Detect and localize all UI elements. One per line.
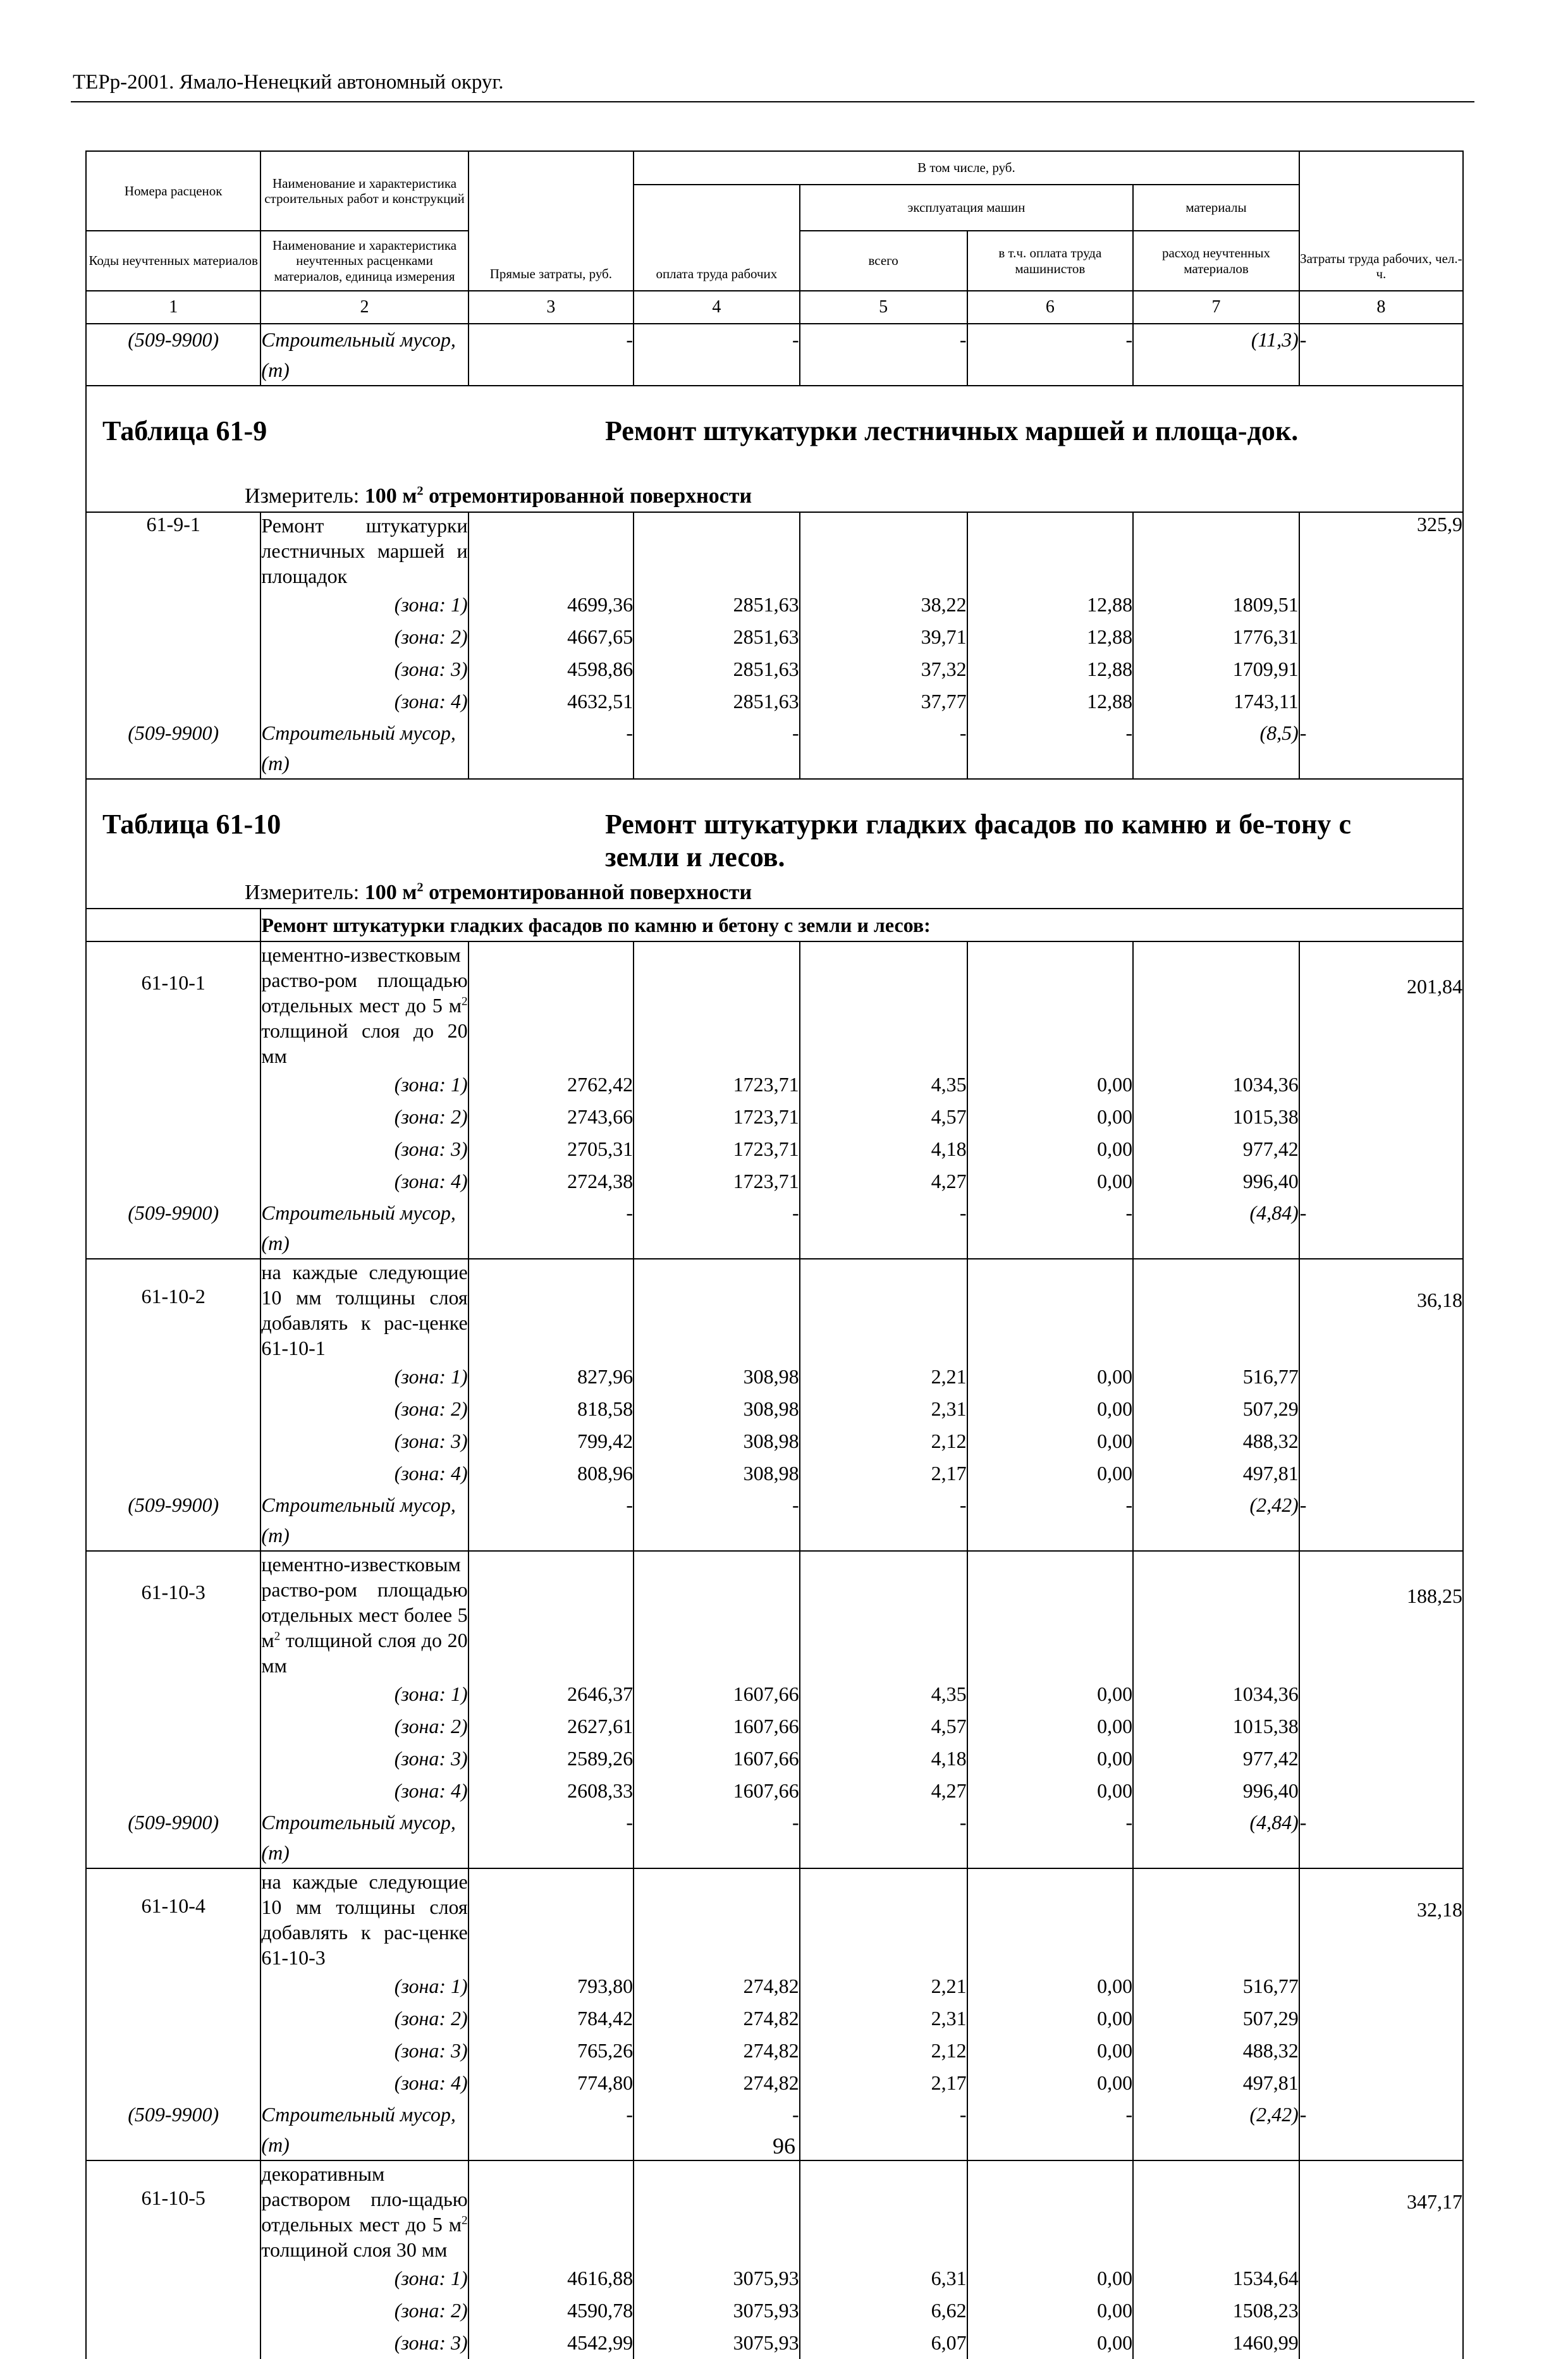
zone-row [86,621,1463,653]
col1-header: Номера расценок [86,151,260,231]
zone-row [86,1678,1463,1710]
machines-total: 2,31 [800,1393,967,1425]
debris-dash: - [800,1198,967,1259]
zone-label: (зона: 1) [260,1678,468,1710]
table-unit: Измеритель: 100 $м^2$ отремонтированной поверхности [245,880,752,904]
direct-costs: 827,96 [469,1361,634,1393]
materials-header: материалы [1133,185,1299,231]
debris-dash: - [469,1198,634,1259]
zone-row [86,2327,1463,2359]
zone-label: (зона: 1) [260,589,468,621]
machinist-pay: 0,00 [967,2035,1134,2067]
table-title: Ремонт штукатурки лестничных маршей и площа-док. [605,415,1299,446]
worker-pay: 2851,63 [634,621,800,653]
table-heading-61-9 [86,386,1463,512]
zone-label: (зона: 3) [260,2035,468,2067]
machinist-pay: 0,00 [967,2262,1134,2295]
materials-value: 497,81 [1133,2067,1299,2099]
machines-total: 6,62 [800,2295,967,2327]
direct-costs: 4616,88 [469,2262,634,2295]
rate-code: 61-10-3 [86,1551,260,1678]
zone-row [86,1101,1463,1133]
machines-total: 4,18 [800,1133,967,1165]
machines-total: 37,32 [800,653,967,685]
direct-costs: 765,26 [469,2035,634,2067]
debris-value: (2,42) [1133,1490,1299,1551]
debris-dash: - [1299,1490,1463,1551]
debris-dash: - [634,1490,800,1551]
debris-dash: - [800,718,967,779]
group-header: В том числе, руб. [634,151,1299,185]
zone-label: (зона: 1) [260,1970,468,2002]
machines-total: 38,22 [800,589,967,621]
machinist-pay: 0,00 [967,1069,1134,1101]
debris-code: (509-9900) [86,2099,260,2160]
materials-value: 1034,36 [1133,1069,1299,1101]
machines-total: 2,17 [800,2067,967,2099]
direct-costs: 2646,37 [469,1678,634,1710]
rate-name: декоративным раствором пло-щадью отдельных мест до 5 $м^2$ толщиной слоя 30 мм [260,2160,468,2262]
zone-row [86,2295,1463,2327]
debris-dash: - [634,718,800,779]
zone-label: (зона: 2) [260,2002,468,2035]
machinist-pay: 0,00 [967,2002,1134,2035]
rate-row-61-10-1 [86,941,1463,1069]
materials-value: 488,32 [1133,1425,1299,1457]
materials-value: 1508,23 [1133,2295,1299,2327]
debris-dash: - [967,718,1134,779]
zone-row [86,1069,1463,1101]
debris-code: (509-9900) [86,324,260,386]
col-number: 2 [260,291,468,324]
debris-name: Строительный мусор, (т) [260,1807,468,1868]
col-number: 1 [86,291,260,324]
col-number: 4 [634,291,800,324]
worker-pay: 274,82 [634,2035,800,2067]
worker-pay: 308,98 [634,1457,800,1490]
machines-total: 4,27 [800,1165,967,1198]
rate-code: 61-10-2 [86,1259,260,1361]
debris-value: (8,5) [1133,718,1299,779]
zone-label: (зона: 2) [260,621,468,653]
debris-value: (4,84) [1133,1807,1299,1868]
direct-costs: 799,42 [469,1425,634,1457]
machines-total: 2,17 [800,1457,967,1490]
direct-costs: 4667,65 [469,621,634,653]
zone-label: (зона: 1) [260,1069,468,1101]
direct-costs: 808,96 [469,1457,634,1490]
machinist-pay: 12,88 [967,653,1134,685]
debris-dash: - [469,718,634,779]
rate-name: Ремонт штукатурки лестничных маршей и площадок [260,512,468,589]
debris-dash: - [634,1198,800,1259]
machines-total: 2,21 [800,1970,967,2002]
materials-value: 488,32 [1133,2035,1299,2067]
materials-value: 507,29 [1133,2002,1299,2035]
materials-value: 516,77 [1133,1361,1299,1393]
materials-value: 1015,38 [1133,1710,1299,1743]
direct-costs: 4699,36 [469,589,634,621]
materials-value: 507,29 [1133,1393,1299,1425]
col5-header: всего [800,231,967,291]
zone-row [86,2067,1463,2099]
machinist-pay: 0,00 [967,1165,1134,1198]
col2-header: Наименование и характеристика строительных работ и конструкций [260,151,468,231]
zone-row [86,1133,1463,1165]
zone-row [86,1743,1463,1775]
rate-row-61-9-1 [86,512,1463,589]
debris-value: (2,42) [1133,2099,1299,2160]
machinist-pay: 0,00 [967,1743,1134,1775]
debris-code: (509-9900) [86,1198,260,1259]
zone-row [86,589,1463,621]
worker-pay: 1723,71 [634,1133,800,1165]
rate-code: 61-10-1 [86,941,260,1069]
worker-pay: 308,98 [634,1393,800,1425]
col4-header: оплата труда рабочих [634,185,800,291]
debris-dash: - [800,1807,967,1868]
machinist-pay: 0,00 [967,2067,1134,2099]
worker-pay: 308,98 [634,1425,800,1457]
table-title: Ремонт штукатурки гладких фасадов по камню и бе-тону с земли и лесов. [605,809,1351,873]
zone-label: (зона: 4) [260,685,468,718]
rate-row-61-10-3 [86,1551,1463,1678]
zone-label: (зона: 2) [260,1393,468,1425]
zone-row [86,1361,1463,1393]
zone-row [86,1393,1463,1425]
worker-pay: 1607,66 [634,1710,800,1743]
rate-code: 61-10-5 [86,2160,260,2262]
materials-value: 1034,36 [1133,1678,1299,1710]
zone-row [86,1165,1463,1198]
col3-header: Прямые затраты, руб. [469,151,634,291]
debris-code: (509-9900) [86,1490,260,1551]
rate-code: 61-9-1 [86,512,260,589]
col-number: 3 [469,291,634,324]
subheading-row [86,909,1463,941]
direct-costs: 2762,42 [469,1069,634,1101]
machinist-pay: 12,88 [967,685,1134,718]
materials-value: 1809,51 [1133,589,1299,621]
materials-value: 516,77 [1133,1970,1299,2002]
machinist-pay: 0,00 [967,1393,1134,1425]
debris-code: (509-9900) [86,718,260,779]
zone-label: (зона: 3) [260,2327,468,2359]
zone-row [86,685,1463,718]
rate-name: цементно-известковым раство-ром площадью отдельных мест более 5 $м^2$ толщиной слоя до 20 мм [260,1551,468,1678]
machinist-pay: 0,00 [967,1710,1134,1743]
debris-dash: - [967,324,1134,386]
machines-total: 4,57 [800,1101,967,1133]
worker-pay: 3075,93 [634,2295,800,2327]
rate-name: на каждые следующие 10 мм толщины слоя добавлять к рас-ценке 61-10-3 [260,1868,468,1970]
zone-row [86,653,1463,685]
machinist-pay: 0,00 [967,1425,1134,1457]
machines-total: 4,18 [800,1743,967,1775]
zone-label: (зона: 2) [260,2295,468,2327]
debris-value: (4,84) [1133,1198,1299,1259]
zone-row [86,1425,1463,1457]
debris-dash: - [800,1490,967,1551]
debris-dash: - [967,1807,1134,1868]
direct-costs: 2743,66 [469,1101,634,1133]
header-rule [71,101,1474,102]
machines-total: 2,12 [800,2035,967,2067]
zone-label: (зона: 3) [260,1743,468,1775]
zone-label: (зона: 2) [260,1101,468,1133]
col2-subheader: Наименование и характеристика неучтенных расценками материалов, единица измерения [260,231,468,291]
debris-dash: - [967,1198,1134,1259]
worker-pay: 308,98 [634,1361,800,1393]
machines-total: 6,07 [800,2327,967,2359]
rate-row-61-10-2 [86,1259,1463,1361]
materials-value: 1743,11 [1133,685,1299,718]
zone-row [86,2262,1463,2295]
zone-row [86,1457,1463,1490]
zone-row [86,2035,1463,2067]
worker-pay: 3075,93 [634,2262,800,2295]
machinist-pay: 0,00 [967,2327,1134,2359]
materials-value: 1776,31 [1133,621,1299,653]
table-number: Таблица 61-9 [102,415,267,446]
col6-header: в т.ч. оплата труда машинистов [967,231,1134,291]
machines-total: 37,77 [800,685,967,718]
col-number: 7 [1133,291,1299,324]
col-number: 8 [1299,291,1463,324]
direct-costs: 793,80 [469,1970,634,2002]
worker-pay: 2851,63 [634,589,800,621]
machinist-pay: 12,88 [967,589,1134,621]
direct-costs: 2724,38 [469,1165,634,1198]
rate-row-61-10-4 [86,1868,1463,1970]
machines-total: 39,71 [800,621,967,653]
worker-pay: 1607,66 [634,1678,800,1710]
labor-value: 347,17 [1299,2160,1463,2262]
debris-row [86,718,1463,779]
direct-costs: 4632,51 [469,685,634,718]
page-header: ТЕРр-2001. Ямало-Ненецкий автономный округ. [73,71,504,94]
materials-value: 977,42 [1133,1133,1299,1165]
machinist-pay: 0,00 [967,1457,1134,1490]
direct-costs: 4598,86 [469,653,634,685]
materials-value: 1460,99 [1133,2327,1299,2359]
debris-name: Строительный мусор, (т) [260,324,468,386]
debris-dash: - [634,1807,800,1868]
machines-total: 4,35 [800,1069,967,1101]
zone-row [86,1775,1463,1807]
machines-total: 2,12 [800,1425,967,1457]
materials-value: 1534,64 [1133,2262,1299,2295]
labor-value: 188,25 [1299,1551,1463,1678]
worker-pay: 274,82 [634,1970,800,2002]
machinist-pay: 0,00 [967,1361,1134,1393]
debris-name: Строительный мусор, (т) [260,1490,468,1551]
debris-dash: - [469,1807,634,1868]
table-heading-61-10 [86,779,1463,909]
direct-costs: 774,80 [469,2067,634,2099]
direct-costs: 4590,78 [469,2295,634,2327]
labor-value: 201,84 [1299,941,1463,1069]
debris-name: Строительный мусор, (т) [260,718,468,779]
debris-row [86,1807,1463,1868]
machinist-pay: 12,88 [967,621,1134,653]
machinist-pay: 0,00 [967,1133,1134,1165]
materials-value: 996,40 [1133,1775,1299,1807]
machinist-pay: 0,00 [967,1775,1134,1807]
rate-name: цементно-известковым раство-ром площадью отдельных мест до 5 $м^2$ толщиной слоя до 20 мм [260,941,468,1069]
machines-header: эксплуатация машин [800,185,1133,231]
machines-total: 2,31 [800,2002,967,2035]
table-subheading: Ремонт штукатурки гладких фасадов по камню и бетону с земли и лесов: [260,909,1463,941]
zone-label: (зона: 1) [260,2262,468,2295]
worker-pay: 274,82 [634,2067,800,2099]
debris-dash: - [1299,2099,1463,2160]
direct-costs: 2608,33 [469,1775,634,1807]
page-number: 96 [773,2133,795,2159]
debris-row [86,324,1463,386]
machinist-pay: 0,00 [967,2295,1134,2327]
debris-dash: - [967,2099,1134,2160]
machinist-pay: 0,00 [967,1970,1134,2002]
rate-code: 61-10-4 [86,1868,260,1970]
debris-dash: - [469,1490,634,1551]
labor-value: 36,18 [1299,1259,1463,1361]
direct-costs: 2705,31 [469,1133,634,1165]
debris-dash: - [469,2099,634,2160]
materials-value: 996,40 [1133,1165,1299,1198]
materials-value: 977,42 [1133,1743,1299,1775]
machines-total: 6,31 [800,2262,967,2295]
debris-dash: - [800,2099,967,2160]
labor-value: 32,18 [1299,1868,1463,1970]
zone-label: (зона: 4) [260,2067,468,2099]
materials-value: 1015,38 [1133,1101,1299,1133]
debris-dash: - [1299,1198,1463,1259]
zone-label: (зона: 2) [260,1710,468,1743]
col-number: 6 [967,291,1134,324]
machinist-pay: 0,00 [967,1678,1134,1710]
rate-row-61-10-5 [86,2160,1463,2262]
debris-dash: - [1299,718,1463,779]
table-number: Таблица 61-10 [102,809,281,840]
zone-label: (зона: 4) [260,1457,468,1490]
col7-header: расход неучтенных материалов [1133,231,1299,291]
debris-dash: - [1299,1807,1463,1868]
debris-dash: - [967,1490,1134,1551]
materials-value: 497,81 [1133,1457,1299,1490]
zone-label: (зона: 3) [260,653,468,685]
col8-header: Затраты труда рабочих, чел.-ч. [1299,151,1463,291]
table-unit: Измеритель: 100 $м^2$ отремонтированной поверхности [245,484,752,508]
worker-pay: 3075,93 [634,2327,800,2359]
debris-name: Строительный мусор, (т) [260,2099,468,2160]
zone-label: (зона: 4) [260,1775,468,1807]
zone-row [86,2002,1463,2035]
debris-dash: - [469,324,634,386]
rate-name: на каждые следующие 10 мм толщины слоя добавлять к рас-ценке 61-10-1 [260,1259,468,1361]
zone-label: (зона: 1) [260,1361,468,1393]
zone-label: (зона: 3) [260,1133,468,1165]
direct-costs: 2627,61 [469,1710,634,1743]
debris-row [86,1198,1463,1259]
worker-pay: 1607,66 [634,1775,800,1807]
worker-pay: 274,82 [634,2002,800,2035]
debris-dash: - [634,2099,800,2160]
debris-code: (509-9900) [86,1807,260,1868]
debris-dash: - [634,324,800,386]
machinist-pay: 0,00 [967,1101,1134,1133]
direct-costs: 4542,99 [469,2327,634,2359]
debris-dash: - [1299,324,1463,386]
debris-value: (11,3) [1133,324,1299,386]
materials-value: 1709,91 [1133,653,1299,685]
machines-total: 2,21 [800,1361,967,1393]
rates-table [85,150,1464,2359]
worker-pay: 2851,63 [634,653,800,685]
worker-pay: 1607,66 [634,1743,800,1775]
zone-row [86,1970,1463,2002]
direct-costs: 784,42 [469,2002,634,2035]
zone-label: (зона: 3) [260,1425,468,1457]
zone-label: (зона: 4) [260,1165,468,1198]
col1-subheader: Коды неучтенных материалов [86,231,260,291]
worker-pay: 1723,71 [634,1165,800,1198]
direct-costs: 818,58 [469,1393,634,1425]
debris-name: Строительный мусор, (т) [260,1198,468,1259]
worker-pay: 1723,71 [634,1101,800,1133]
machines-total: 4,57 [800,1710,967,1743]
worker-pay: 2851,63 [634,685,800,718]
worker-pay: 1723,71 [634,1069,800,1101]
machines-total: 4,35 [800,1678,967,1710]
debris-dash: - [800,324,967,386]
labor-value: 325,9 [1299,512,1463,589]
machines-total: 4,27 [800,1775,967,1807]
zone-row [86,1710,1463,1743]
direct-costs: 2589,26 [469,1743,634,1775]
col-number: 5 [800,291,967,324]
debris-row [86,1490,1463,1551]
